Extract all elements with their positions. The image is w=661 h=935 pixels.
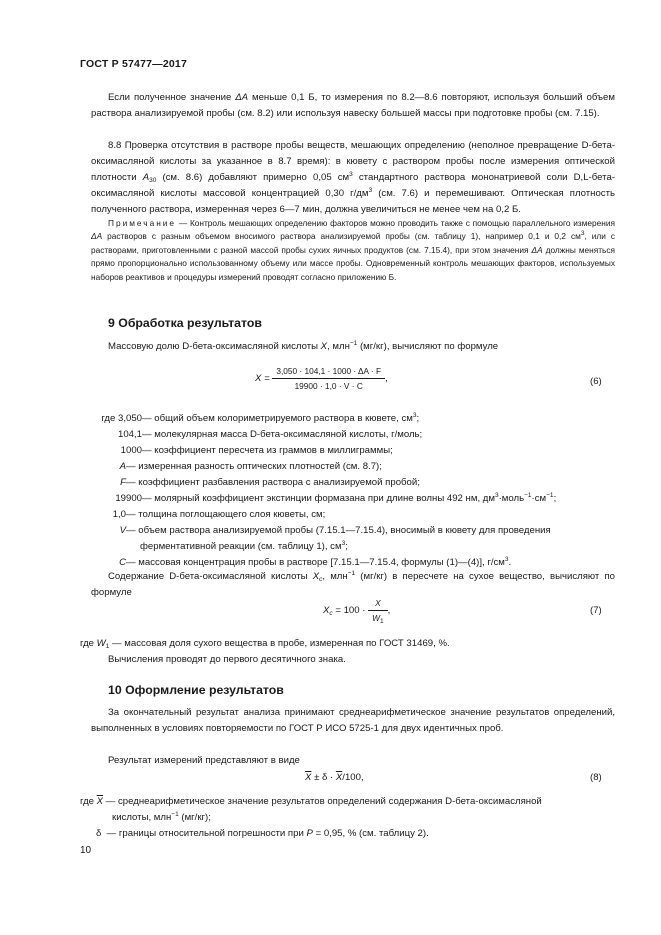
where6-key: 1000 [120,445,142,456]
section-10-title: 10 Оформление результатов [108,683,284,697]
where6-key: V [119,525,126,536]
where6-key: 1,0 [112,509,126,520]
calc-note: Вычисления проводят до первого десятичного знака. [108,654,346,665]
formula-7-comma: , [387,605,391,616]
note-paragraph: Примечание — Контроль мешающих определению факторов можно проводить также с помощью параллельного измерения ΔA растворов с разным объемом вносимого раствора анализируемой пробы (см. таблицу 1), например 0,1 и 0,2 $см^3$, или с растворами, приготовленными с разной массой пробы сухих яичных продуктов (см. 7.15.4), при этом значения ΔA должны меняться прямо пропорционально использованному объему или массе пробы. Одновременный контроль мешающих факторов, используемых наборов реактивов и процедуры измерений проводят согласно приложению Б. [91,218,615,282]
where6-val: — общий объем колориметрируемого раствора в кювете, $см^3$; [142,412,420,424]
where6-val: — молекулярная масса D-бета-оксимасляной кислоты, г/моль; [142,429,423,440]
paragraph-xc: Содержание D-бета-оксимасляной кислоты $X_c$, млн$^{-1}$ (мг/кг) в пересчете на сухое вещество, вычисляют по формуле [91,570,615,598]
where6-key: C [119,557,126,568]
where6-val: — массовая концентрация пробы в растворе [7.15.1—7.15.4, формулы (1)—(4)], $г/см^3$. [126,556,512,568]
where6-key: 19900 [115,493,142,504]
formula-6-lhs: X = [255,373,270,384]
note-label: Примечание [108,218,177,228]
formula-7-numerator: X [368,598,387,611]
paragraph-present: Результат измерений представляют в виде [108,755,300,766]
formula-7: $X_c = 100$ · $\frac{X}{W_1}$ , [323,598,391,625]
formula-7-fraction [368,598,387,623]
formula-6 [255,366,388,391]
where6-key: 104,1 [117,429,142,440]
formula-7-denominator: $W_1$ [372,613,384,625]
where6-val-cont: ферментативной реакции (см. таблицу 1), $см^3$; [140,540,348,552]
where6-val: — коэффициент пересчета из граммов в миллиграммы; [142,445,393,456]
formula-6-numerator: 3,050 · 104,1 · 1000 · ΔA · F [272,366,385,379]
section-9-title: 9 Обработка результатов [108,316,262,330]
where6-val: — измеренная разность оптических плотностей (см. 8.7); [126,461,382,472]
where7: где $W_1$ — массовая доля сухого вещества в пробе, измеренная по ГОСТ 31469, %. [80,638,450,650]
formula-7-number: (7) [590,605,602,616]
where6-val: — молярный коэффициент экстинции формазана при длине волны 492 нм, $дм^3\cdot моль^{-1}\cdot см^{-1}$; [142,492,557,504]
where8-1: где $\overline{X}$ — среднеарифметическое значение результатов определений содержания D-бета-оксимасляной кислоты, млн$^{-1}$ (мг/кг); [80,796,542,823]
where8-2: δ — границы относительной погрешности при P = 0,95, % (см. таблицу 2). [96,828,429,839]
paragraph-repeat-measurements: Если полученное значение ΔA меньше 0,1 Б, то измерения по 8.2—8.6 повторяют, используя больший объем раствора анализируемой пробы (см. 8.2) или используя навеску большей массы при подготовке пробы (см. 7.15). [91,92,615,119]
formula-8-number: (8) [590,772,602,783]
formula-6-number: (6) [590,376,602,387]
where6-key: F [120,477,126,488]
paragraph-final-result: За окончательный результат анализа принимают среднеарифметическое значение результатов определений, выполненных в условиях повторяемости по ГОСТ Р ИСО 5725-1 для двух идентичных проб. [91,707,615,734]
section-9-intro: Массовую долю D-бета-оксимасляной кислоты X, млн$^{-1}$ (мг/кг), вычисляют по формуле [108,340,499,352]
where6-val: — объем раствора анализируемой пробы (7.15.1—7.15.4), вносимый в кювету для проведения [126,525,551,536]
document-header: ГОСТ Р 57477—2017 [80,58,188,70]
formula-6-denominator: 19900 · 1,0 · V · C [294,381,363,391]
formula-6-comma: , [385,373,388,384]
paragraph-8-8: 8.8 Проверка отсутствия в растворе пробы веществ, мешающих определению (неполное превращение D-бета-оксимасляной кислоты за указанное в 8.7 время): в кювету с раствором пробы после измерения оптической плотности $A_{30}$ (см. 8.6) добавляют примерно 0,05 $см^3$ стандартного раствора мононатриевой соли D,L-бета-оксимасляной кислоты массовой концентрацией 0,30 $г/дм^3$ (см. 7.6) и перемешивают. Оптическая плотность полученного раствора, измеренная через 6—7 мин, должна увеличиться не менее чем на 0,2 Б. [91,140,615,215]
where6-key: A [119,461,126,472]
formula-6-fraction [272,366,385,391]
formula-8: $\overline{X} \pm \delta \cdot \overline{X}/100$, [305,772,364,783]
where6-val: — коэффициент разбавления раствора с анализируемой пробой; [126,477,420,488]
page-number: 10 [80,845,92,856]
where6-key: где 3,050 [101,413,142,424]
where6-val: — толщина поглощающего слоя кюветы, см; [126,509,326,520]
